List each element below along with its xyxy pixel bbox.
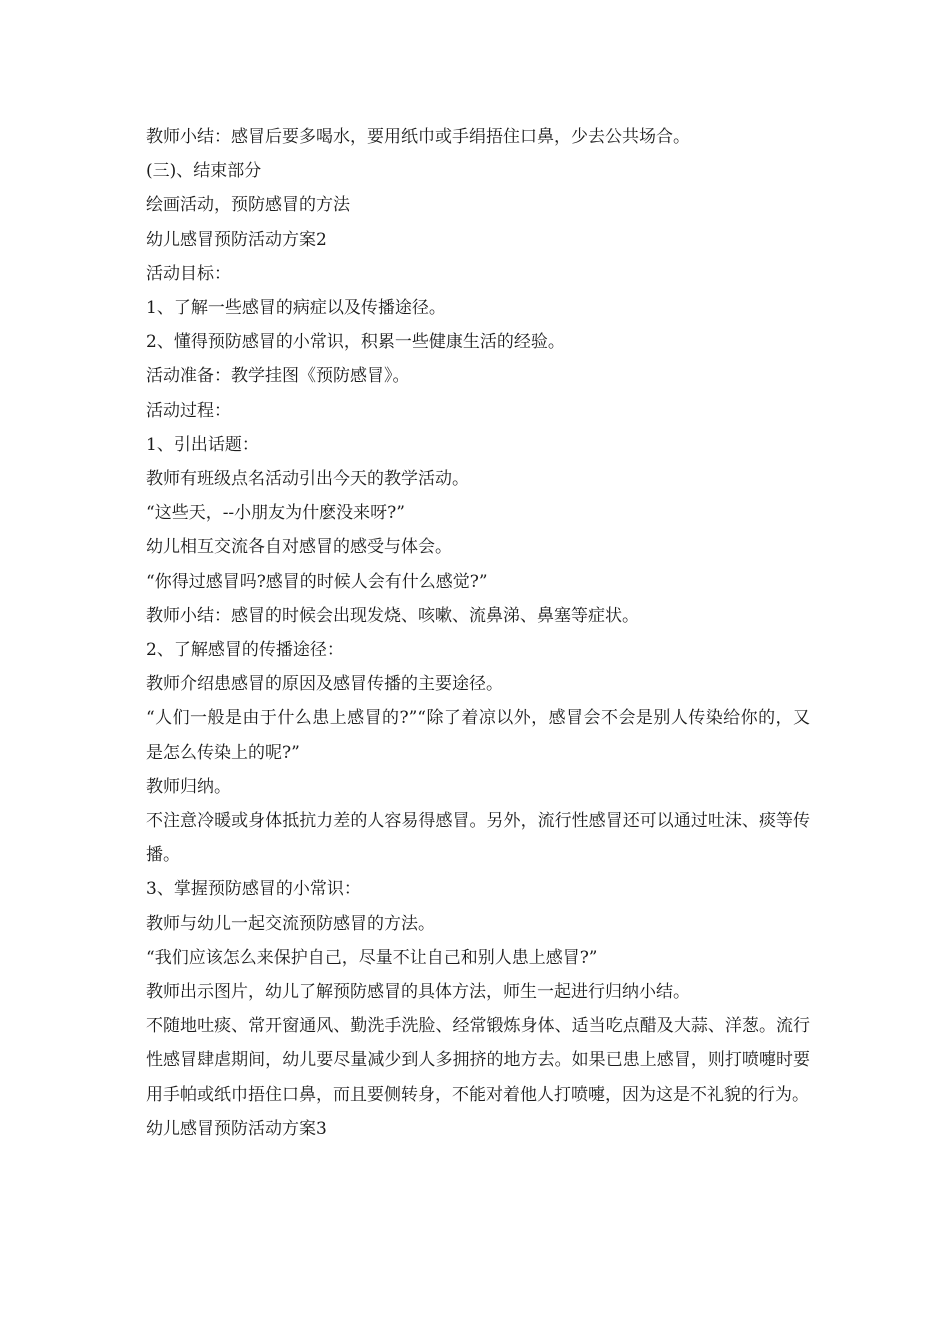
quote: “我们应该怎么来保护自己，尽量不让自己和别人患上感冒?” — [146, 947, 598, 968]
section-heading: (三)、结束部分 — [146, 161, 262, 182]
plan-title: 幼儿感冒预防活动方案2 — [146, 229, 327, 250]
paragraph: 教师小结：感冒的时候会出现发烧、咳嗽、流鼻涕、鼻塞等症状。 — [146, 605, 639, 626]
paragraph: 教师有班级点名活动引出今天的教学活动。 — [146, 469, 469, 490]
list-item: 1、引出话题： — [146, 434, 259, 455]
plan-title: 幼儿感冒预防活动方案3 — [146, 1118, 327, 1139]
paragraph: 教师介绍患感冒的原因及感冒传播的主要途径。 — [146, 674, 503, 695]
paragraph: 教师归纳。 — [146, 776, 231, 797]
paragraph: 教师小结：感冒后要多喝水，要用纸巾或手绢捂住口鼻，少去公共场合。 — [146, 127, 690, 147]
document-body — [146, 120, 810, 1146]
paragraph: 不注意冷暖或身体抵抗力差的人容易得感冒。另外，流行性感冒还可以通过吐沫、痰等传播。 — [146, 811, 810, 866]
list-item: 3、掌握预防感冒的小常识： — [146, 879, 361, 900]
list-item: 2、懂得预防感冒的小常识，积累一些健康生活的经验。 — [146, 332, 565, 353]
section-heading: 活动目标： — [146, 263, 231, 284]
paragraph: 绘画活动，预防感冒的方法 — [146, 195, 350, 216]
paragraph: 教师与幼儿一起交流预防感冒的方法。 — [146, 913, 435, 934]
paragraph: 不随地吐痰、常开窗通风、勤洗手洗脸、经常锻炼身体、适当吃点醋及大蒜、洋葱。流行性感冒肆虐期间，幼儿要尽量减少到人多拥挤的地方去。如果已患上感冒，则打喷嚏时要用手帕或纸巾捂住口鼻，而且要侧转身，不能对着他人打喷嚏，因为这是不礼貌的行为。 — [146, 1016, 810, 1105]
paragraph: 教师出示图片，幼儿了解预防感冒的具体方法，师生一起进行归纳小结。 — [146, 982, 690, 1003]
list-item: 1、了解一些感冒的病症以及传播途径。 — [146, 298, 446, 319]
list-item: 2、了解感冒的传播途径： — [146, 640, 344, 661]
paragraph: 幼儿相互交流各自对感冒的感受与体会。 — [146, 537, 452, 558]
paragraph: 活动准备：教学挂图《预防感冒》。 — [146, 366, 410, 387]
quote: “这些天，--小朋友为什麽没来呀?” — [146, 503, 405, 524]
quote: “人们一般是由于什么患上感冒的?”“除了着凉以外，感冒会不会是别人传染给你的，又是怎么传染上的呢?” — [146, 708, 810, 763]
section-heading: 活动过程： — [146, 400, 231, 421]
quote: “你得过感冒吗?感冒的时候人会有什么感觉?” — [146, 571, 488, 592]
